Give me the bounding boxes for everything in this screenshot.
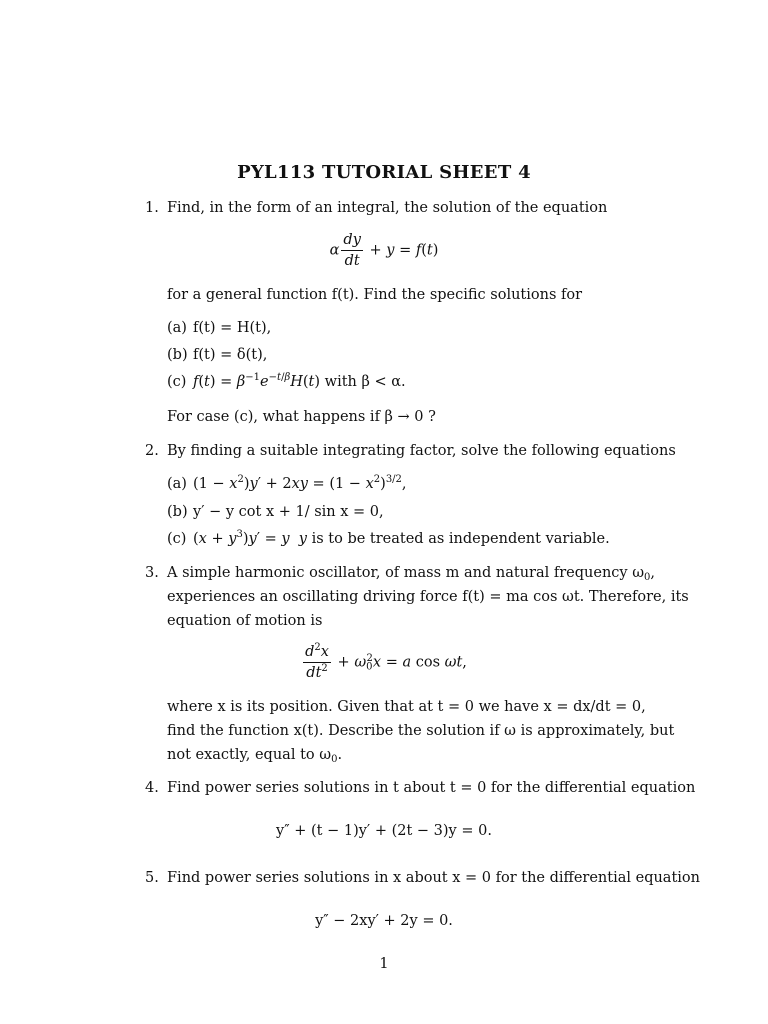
q4-intro: Find power series solutions in t about t = 0 for the differential equation (167, 780, 696, 796)
q3-after-3: not exactly, equal to $\omega_0$. (167, 747, 343, 765)
q5-number: 5. (145, 870, 159, 886)
q2-part-c-math: $(x + y^3)y' = y$ y is to be treated as independent variable. (193, 529, 610, 547)
q4-number: 4. (145, 780, 159, 796)
q1-part-a-label: (a) (167, 320, 187, 336)
q1-intro: Find, in the form of an integral, the solution of the equation (167, 200, 608, 216)
q5-intro: Find power series solutions in x about x = 0 for the differential equation (167, 870, 700, 886)
q3-line-2: experiences an oscillating driving force f(t) = ma cos ωt. Therefore, its (167, 589, 689, 605)
q2-part-c-label: (c) (167, 531, 187, 547)
q3-after-2: find the function x(t). Describe the solution if ω is approximately, but (167, 723, 675, 739)
q1-followup: For case (c), what happens if β → 0 ? (167, 409, 436, 425)
q1-part-b-text: f(t) = δ(t), (193, 347, 268, 363)
q2-number: 2. (145, 443, 159, 459)
q5-equation: y″ − 2xy′ + 2y = 0. (315, 913, 453, 929)
page-number: 1 (379, 956, 389, 972)
q2-part-b-label: (b) (167, 504, 188, 520)
page-title: PYL113 TUTORIAL SHEET 4 (237, 162, 531, 183)
q1-equation: α $\frac{dy}{dt}$ + y = f(t) (329, 232, 439, 269)
q2-part-a-label: (a) (167, 476, 187, 492)
q1-part-c-label: (c) (167, 374, 187, 390)
q2-part-a-math: $(1 - x^2)y' + 2xy = (1 - x^2)^{3/2}$, (193, 474, 407, 492)
q1-general-text: for a general function f(t). Find the specific solutions for (167, 287, 583, 303)
q3-equation: $\frac{d^2x}{dt^2}$ + $\omega_0^2x = a$ cos ωt, (305, 642, 467, 681)
q1-number: 1. (145, 200, 159, 216)
q2-part-b-text: y′ − y cot x + 1/ sin x = 0, (193, 504, 384, 520)
q4-equation: y″ + (t − 1)y′ + (2t − 3)y = 0. (276, 823, 492, 839)
q2-intro: By finding a suitable integrating factor, solve the following equations (167, 443, 676, 459)
q3-line-1: A simple harmonic oscillator, of mass m and natural frequency $\omega_0$, (167, 565, 656, 583)
q3-number: 3. (145, 565, 159, 581)
q1-part-a-text: f(t) = H(t), (193, 320, 272, 336)
q3-line-3: equation of motion is (167, 613, 323, 629)
q1-part-c-text: with β < α. (324, 374, 406, 390)
q3-after-1: where x is its position. Given that at t = 0 we have x = dx/dt = 0, (167, 699, 646, 715)
q1-part-b-label: (b) (167, 347, 188, 363)
q1-part-c-math: $f(t) = \beta^{-1}e^{-t/\beta}H(t)$ with β < α. (193, 372, 406, 390)
